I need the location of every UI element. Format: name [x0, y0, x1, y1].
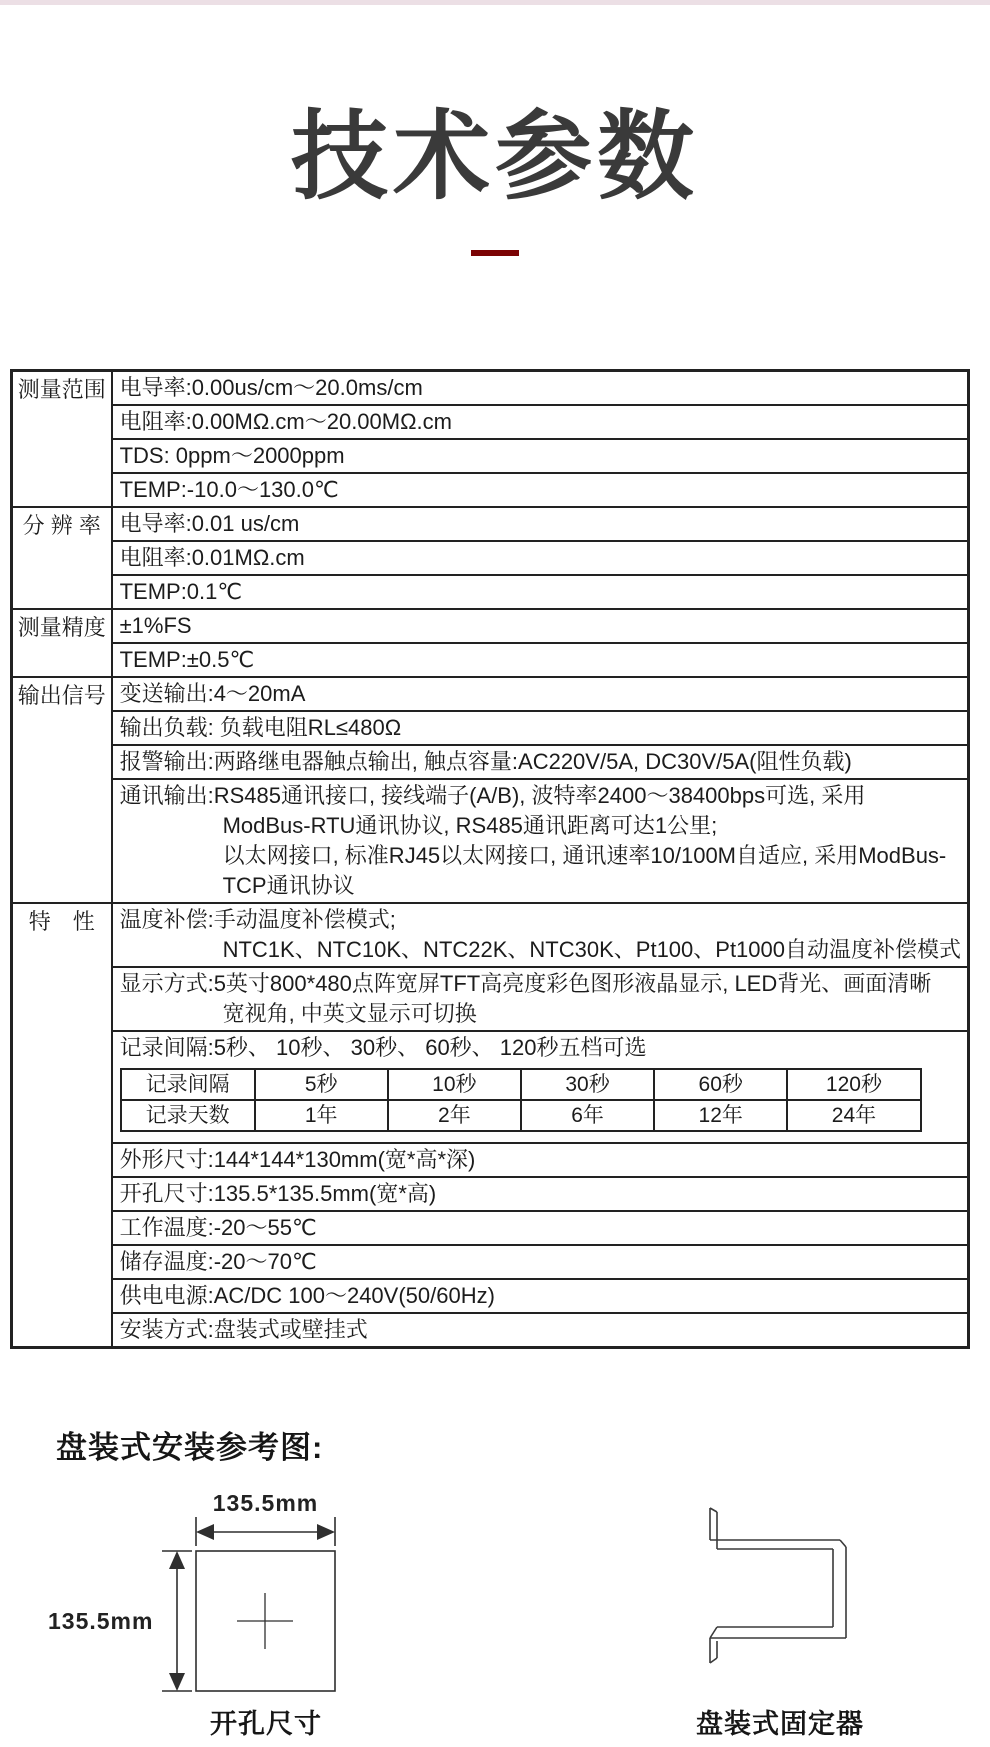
spec-text-line: 报警输出:两路继电器触点输出, 触点容量:AC220V/5A, DC30V/5A(阻性负载): [119, 749, 852, 774]
bracket-top-tab-cap: [710, 1508, 717, 1512]
spec-text-line: NTC1K、NTC10K、NTC22K、NTC30K、Pt100、Pt1000自动温度补偿模式: [222, 937, 961, 962]
spec-row: [12, 575, 969, 609]
spec-value-cell: [112, 575, 969, 609]
fixer-bracket-diagram: [700, 1500, 860, 1670]
page-title: 技术参数: [291, 102, 699, 211]
spec-value-cell: [112, 1031, 969, 1143]
spec-value-cell: [112, 967, 969, 1031]
spec-text-line: 温度补偿:手动温度补偿模式;: [119, 907, 396, 932]
spec-row: [12, 903, 969, 967]
spec-value-cell: [112, 779, 969, 903]
record-interval-table: [120, 1068, 922, 1132]
spec-value-cell: [112, 609, 969, 643]
spec-row: [12, 967, 969, 1031]
spec-row: [12, 1177, 969, 1211]
record-cell: 记录天数: [121, 1100, 255, 1131]
spec-row: [12, 677, 969, 711]
spec-value-cell: [112, 507, 969, 541]
cutout-width-dimension-label: 135.5mm: [212, 1490, 319, 1516]
spec-row: [12, 1211, 969, 1245]
spec-text-line: 电导率:0.00us/cm～20.0ms/cm: [119, 375, 423, 400]
spec-text-line: TEMP:-10.0～130.0℃: [119, 477, 339, 502]
spec-row: [12, 371, 969, 406]
record-cell: 2年: [388, 1100, 521, 1131]
spec-text-line: 输出负载: 负载电阻RL≤480Ω: [119, 715, 402, 740]
spec-value-cell: [112, 1143, 969, 1177]
record-cell: 1年: [255, 1100, 388, 1131]
spec-value-cell: [112, 1313, 969, 1348]
spec-value-cell: [112, 405, 969, 439]
spec-value-cell: [112, 677, 969, 711]
spec-row: [12, 1143, 969, 1177]
record-cell: 12年: [654, 1100, 787, 1131]
dimension-arrowheads: [169, 1524, 335, 1691]
center-cross: [237, 1593, 293, 1649]
spec-text-line: 供电电源:AC/DC 100～240V(50/60Hz): [119, 1283, 495, 1308]
mount-section-heading: 盘装式安装参考图:: [56, 1430, 324, 1465]
record-cell: 120秒: [787, 1069, 920, 1100]
spec-text-line: 通讯输出:RS485通讯接口, 接线端子(A/B), 波特率2400～38400bps可选, 采用: [119, 783, 866, 808]
spec-row: [12, 1245, 969, 1279]
spec-row: [12, 1279, 969, 1313]
spec-text-line: ±1%FS: [119, 613, 192, 638]
record-cell: 记录间隔: [121, 1069, 255, 1100]
cutout-caption: 开孔尺寸: [210, 1709, 322, 1739]
spec-text-line: 宽视角, 中英文显示可切换: [222, 1001, 477, 1026]
record-row: [121, 1069, 921, 1100]
fixer-caption: 盘装式固定器: [696, 1709, 864, 1739]
record-cell: 24年: [787, 1100, 920, 1131]
top-decorative-strip: [0, 0, 990, 5]
spec-row: [12, 507, 969, 541]
spec-row: [12, 541, 969, 575]
spec-group-label: 分 辨 率: [12, 507, 112, 609]
spec-row: [12, 1031, 969, 1143]
spec-row: [12, 1313, 969, 1348]
spec-group-label: 特 性: [12, 903, 112, 1348]
cutout-height-dimension-label: 135.5mm: [48, 1608, 154, 1634]
spec-text-line: 电阻率:0.01MΩ.cm: [119, 545, 305, 570]
record-cell: 6年: [521, 1100, 654, 1131]
spec-row: [12, 439, 969, 473]
spec-text-line: 安装方式:盘装式或壁挂式: [119, 1317, 368, 1342]
spec-row: [12, 609, 969, 643]
cutout-diagram: [40, 1480, 360, 1700]
spec-row: [12, 643, 969, 677]
spec-row: [12, 745, 969, 779]
spec-text-line: 开孔尺寸:135.5*135.5mm(宽*高): [119, 1181, 437, 1206]
spec-text-line: 显示方式:5英寸800*480点阵宽屏TFT高亮度彩色图形液晶显示, LED背光、画面清晰: [119, 971, 932, 996]
spec-text-line: TCP通讯协议: [222, 873, 355, 898]
spec-row: [12, 473, 969, 507]
spec-value-cell: [112, 439, 969, 473]
spec-row: [12, 711, 969, 745]
spec-text-line: 外形尺寸:144*144*130mm(宽*高*深): [119, 1147, 476, 1172]
spec-value-cell: [112, 1279, 969, 1313]
spec-value-cell: [112, 473, 969, 507]
spec-text-line: ModBus-RTU通讯协议, RS485通讯距离可达1公里;: [222, 813, 718, 838]
spec-text-line: 电导率:0.01 us/cm: [119, 511, 300, 536]
spec-text-line: 记录间隔:5秒、 10秒、 30秒、 60秒、 120秒五档可选: [119, 1035, 647, 1060]
bracket-bottom-left-bevel: [710, 1627, 717, 1638]
spec-group-label: 测量范围: [12, 371, 112, 508]
spec-text-line: 储存温度:-20～70℃: [119, 1249, 317, 1274]
spec-row: [12, 405, 969, 439]
record-cell: 5秒: [255, 1069, 388, 1100]
spec-text-line: 工作温度:-20～55℃: [119, 1215, 317, 1240]
spec-value-cell: [112, 711, 969, 745]
spec-group-label: 输出信号: [12, 677, 112, 903]
bracket-right-bevel: [840, 1540, 846, 1547]
spec-value-cell: [112, 541, 969, 575]
spec-value-cell: [112, 903, 969, 967]
spec-group-label: 测量精度: [12, 609, 112, 677]
spec-text-line: TEMP:0.1℃: [119, 579, 243, 604]
spec-value-cell: [112, 371, 969, 406]
spec-text-line: 变送输出:4～20mA: [119, 681, 306, 706]
spec-value-cell: [112, 1245, 969, 1279]
spec-text-line: 以太网接口, 标准RJ45以太网接口, 通讯速率10/100M自适应, 采用ModBus-: [222, 843, 947, 868]
spec-value-cell: [112, 1177, 969, 1211]
record-cell: 10秒: [388, 1069, 521, 1100]
record-cell: 60秒: [654, 1069, 787, 1100]
spec-text-line: TDS: 0ppm～2000ppm: [119, 443, 345, 468]
record-row: [121, 1100, 921, 1131]
spec-text-line: TEMP:±0.5℃: [119, 647, 255, 672]
record-cell: 30秒: [521, 1069, 654, 1100]
spec-value-cell: [112, 643, 969, 677]
spec-row: [12, 779, 969, 903]
spec-table: [10, 369, 970, 1349]
spec-text-line: 电阻率:0.00MΩ.cm～20.00MΩ.cm: [119, 409, 452, 434]
bracket-bottom-tab-cap: [710, 1658, 717, 1663]
spec-value-cell: [112, 745, 969, 779]
title-underline-bar: [471, 250, 519, 256]
spec-value-cell: [112, 1211, 969, 1245]
